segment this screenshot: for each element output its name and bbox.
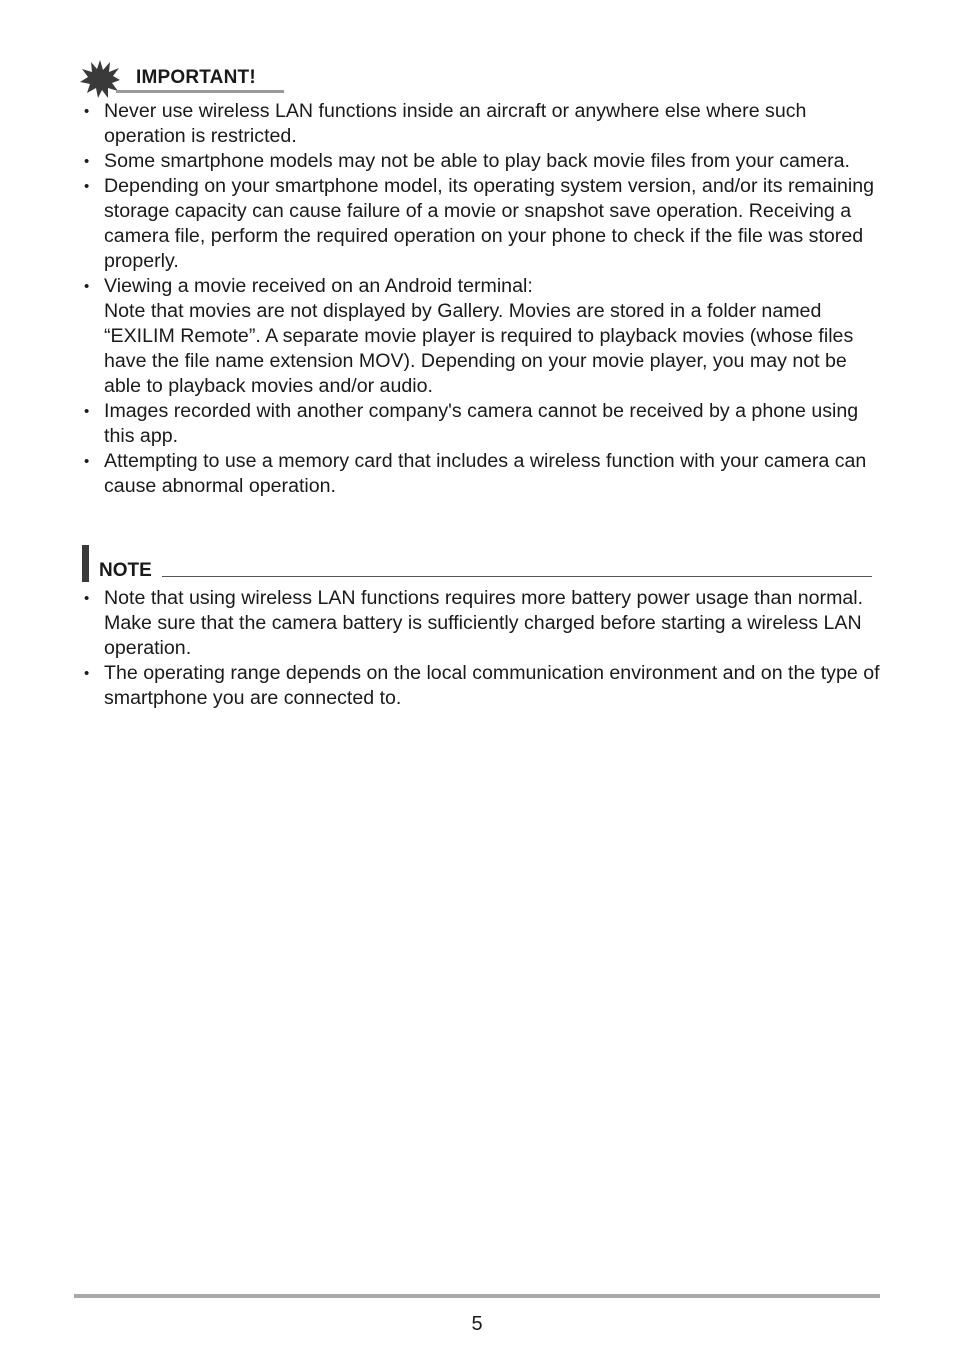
- note-bar: [82, 545, 89, 582]
- important-list: [84, 99, 884, 499]
- list-item: • Note that using wireless LAN functions requires more battery power usage than normal. Make sure that the camera battery is sufficiently charged before starting a wireless LAN operation.: [84, 586, 884, 661]
- list-item: [84, 274, 884, 399]
- note-list: [84, 586, 884, 711]
- important-title: IMPORTANT!: [136, 67, 256, 88]
- note-header: [80, 543, 874, 583]
- list-item-line: • Viewing a movie received on an Android terminal:: [104, 275, 533, 297]
- note-title: NOTE: [99, 560, 152, 581]
- footer-rule: [74, 1294, 880, 1298]
- note-rule: [162, 576, 872, 577]
- important-underline: [116, 90, 284, 93]
- list-item: • Depending on your smartphone model, its operating system version, and/or its remaining storage capacity can cause failure of a movie or snapshot save operation. Receiving a camera file, perform the required operation on your phone to check if the file was stored properly.: [84, 174, 884, 274]
- list-item: • Images recorded with another company's camera cannot be received by a phone using this app.: [84, 399, 884, 449]
- burst-icon: [80, 60, 120, 98]
- list-item: • The operating range depends on the local communication environment and on the type of smartphone you are connected to.: [84, 661, 884, 711]
- list-item-line: Note that movies are not displayed by Gallery. Movies are stored in a folder named “EXILIM Remote”. A separate movie player is required to playback movies (whose files have the file name extension MOV). Depending on your movie player, you may not be able to playback movies and/or audio.: [104, 300, 854, 397]
- list-item: • Attempting to use a memory card that includes a wireless function with your camera can cause abnormal operation.: [84, 449, 884, 499]
- important-header: [80, 60, 286, 96]
- page-number: 5: [471, 1313, 483, 1335]
- list-item: • Some smartphone models may not be able to play back movie files from your camera.: [84, 149, 884, 174]
- list-item: • Never use wireless LAN functions inside an aircraft or anywhere else where such operation is restricted.: [84, 99, 884, 149]
